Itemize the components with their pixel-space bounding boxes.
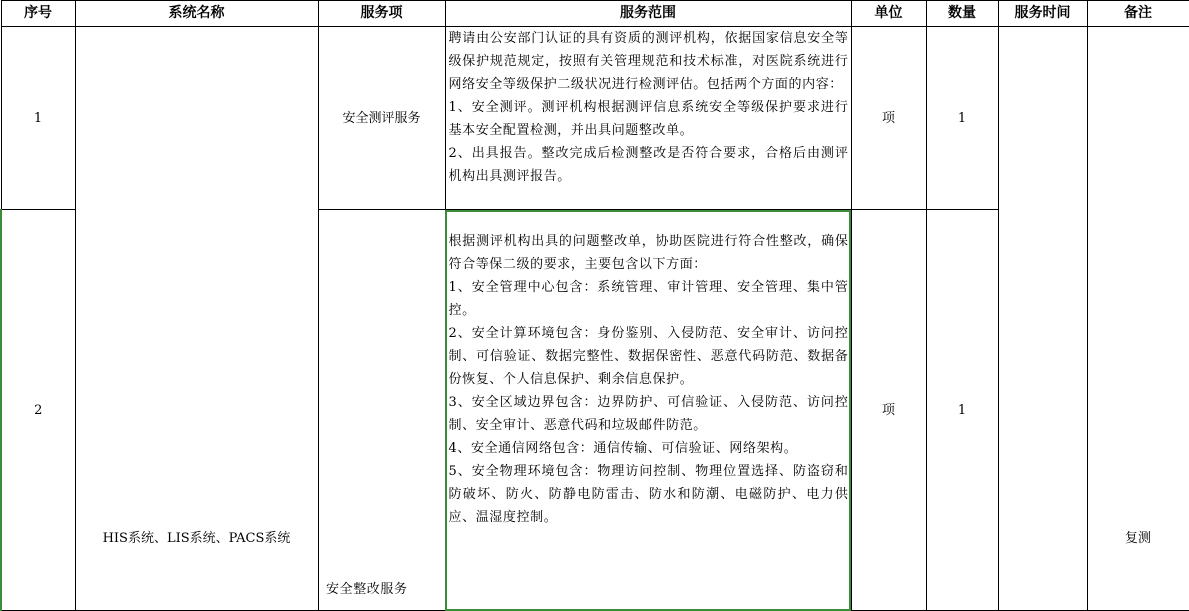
scope-line: 1、安全管理中心包含：系统管理、审计管理、安全管理、集中管控。 [448, 280, 849, 318]
cell-index[interactable]: 1 [1, 27, 75, 210]
scope-line: 2、出具报告。整改完成后检测整改是否符合要求，合格后由测评机构出具测评报告。 [448, 146, 849, 184]
cell-index[interactable]: 2 [1, 210, 75, 611]
scope-line: 3、安全区域边界包含：边界防护、可信验证、入侵防范、访问控制、安全审计、恶意代码和垃圾邮件防范。 [448, 395, 849, 433]
header-row [1, 1, 1189, 27]
cell-quantity[interactable]: 1 [926, 210, 998, 611]
scope-line: 4、安全通信网络包含：通信传输、可信验证、网络架构。 [448, 441, 798, 456]
service-item-partial-text: 安全整改服务 [326, 582, 408, 597]
scope-line: 1、安全测评。测评机构根据测评信息系统安全等级保护要求进行基本安全配置检测，并出具问题整改单。 [448, 100, 849, 138]
cell-quantity[interactable]: 1 [926, 27, 998, 210]
scope-line: 2、安全计算环境包含：身份鉴别、入侵防范、安全审计、访问控制、可信验证、数据完整性、数据保密性、恶意代码防范、数据备份恢复、个人信息保护、剩余信息保护。 [448, 326, 849, 387]
cell-unit[interactable]: 项 [851, 210, 926, 611]
header-service-item[interactable]: 服务项 [318, 1, 445, 27]
cell-service-item[interactable]: 安全测评服务 [318, 27, 445, 210]
cell-remarks[interactable]: 复测 [1087, 27, 1189, 611]
header-remarks[interactable]: 备注 [1087, 1, 1189, 27]
header-system-name[interactable]: 系统名称 [75, 1, 318, 27]
header-index[interactable]: 序号 [1, 1, 75, 27]
scope-line: 根据测评机构出具的问题整改单，协助医院进行符合性整改，确保符合等保二级的要求，主要包含以下方面： [448, 234, 849, 272]
header-quantity[interactable]: 数量 [926, 1, 998, 27]
cell-service-scope-selected[interactable] [445, 210, 851, 611]
cell-service-scope[interactable] [445, 27, 851, 210]
scope-line: 5、安全物理环境包含：物理访问控制、物理位置选择、防盗窃和防破坏、防火、防静电防雷击、防水和防潮、电磁防护、电力供应、温湿度控制。 [448, 464, 849, 525]
header-unit[interactable]: 单位 [851, 1, 926, 27]
table-row [1, 27, 1189, 210]
cell-service-item[interactable] [318, 210, 445, 611]
cell-unit[interactable]: 项 [851, 27, 926, 210]
cell-system-name[interactable]: HIS系统、LIS系统、PACS系统 [75, 27, 318, 611]
scope-line: 聘请由公安部门认证的具有资质的测评机构，依据国家信息安全等级保护规范规定，按照有关管理规范和技术标准，对医院系统进行网络安全等级保护二级状况进行检测评估。包括两个方面的内容： [448, 31, 849, 92]
header-service-time[interactable]: 服务时间 [998, 1, 1087, 27]
header-service-scope[interactable]: 服务范围 [445, 1, 851, 27]
cell-service-time[interactable] [998, 27, 1087, 611]
